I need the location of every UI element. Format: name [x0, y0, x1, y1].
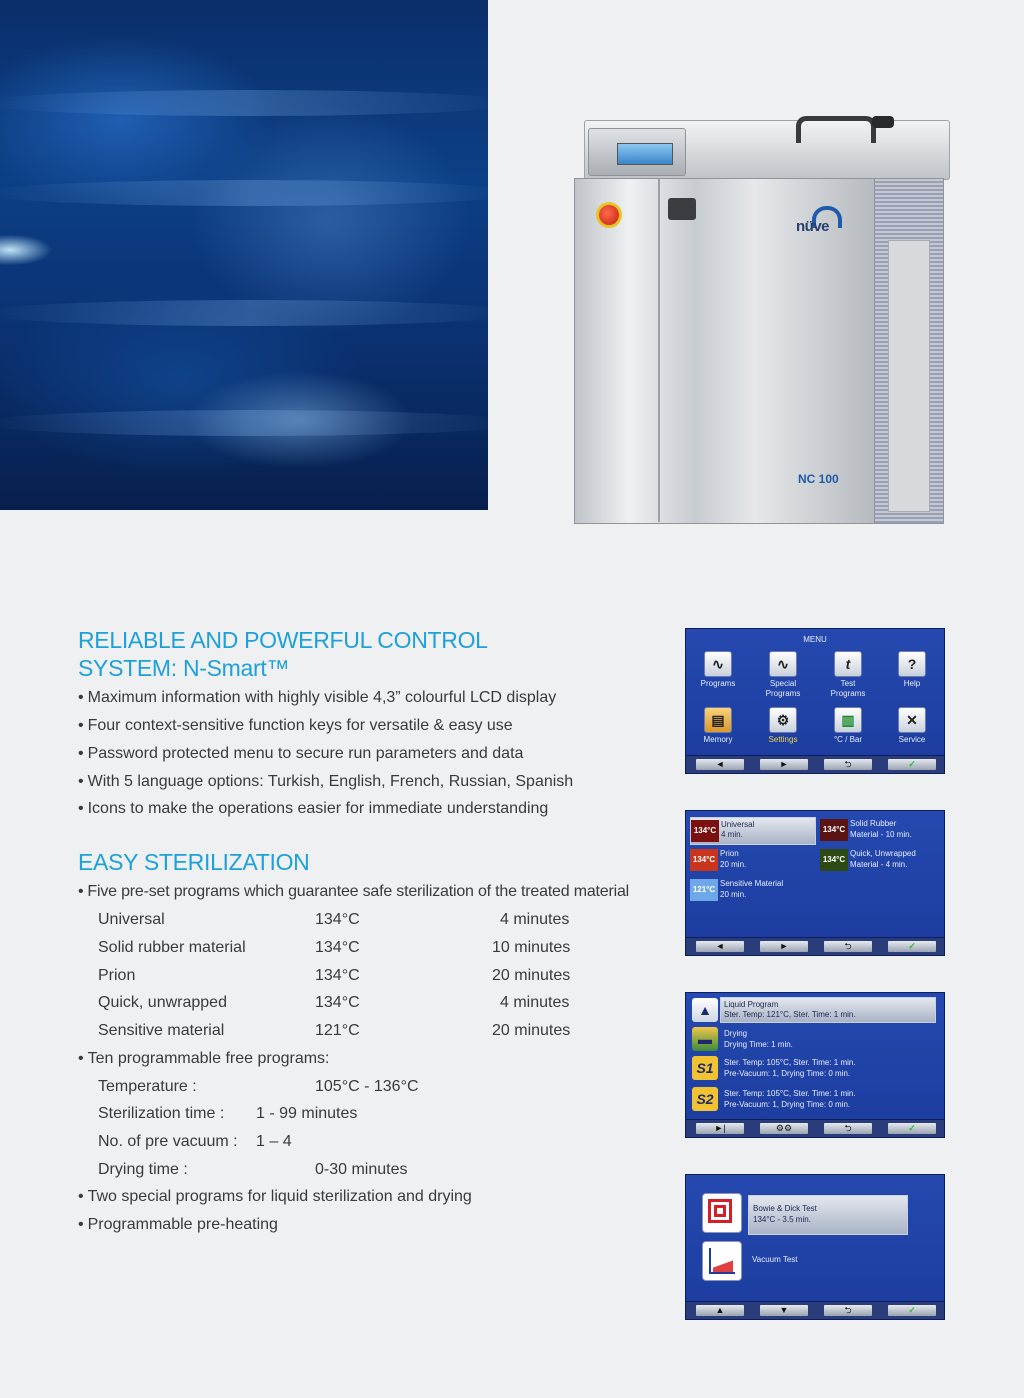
preset-row	[98, 993, 588, 1013]
param-value: 105°C - 136°C	[315, 1078, 419, 1095]
control-bullet: • Maximum information with highly visible 4,3” colourful LCD display	[78, 688, 556, 708]
menu-title: MENU	[803, 635, 827, 644]
control-bullet: • Password protected menu to secure run parameters and data	[78, 744, 523, 764]
param-label: Sterilization time :	[98, 1105, 225, 1122]
menu-item-test-programs[interactable]: t Test Programs	[820, 651, 876, 699]
lcd-test-programs-screen: Bowie & Dick Test 134°C - 3.5 min. Vacuum Test ▲ ▼ ⮌ ✓	[685, 1174, 945, 1320]
free-param-row	[98, 1077, 588, 1097]
key-start[interactable]: ►|	[696, 1123, 744, 1134]
preset-time: 20 minutes	[492, 1022, 571, 1039]
temp-chip: 134°C	[820, 849, 848, 871]
preset-row	[98, 910, 588, 930]
temp-chip: 134°C	[691, 820, 719, 842]
preset-row	[98, 966, 588, 986]
temp-chip: 121°C	[690, 879, 718, 901]
memory-icon: ▤	[704, 707, 732, 733]
menu-item-service[interactable]: ✕ Service	[884, 707, 940, 745]
brand-logo-text: nüve	[796, 218, 830, 235]
preset-name: Quick, unwrapped	[98, 994, 227, 1011]
hero-photo	[0, 0, 488, 510]
autoclave-product-image	[570, 110, 950, 530]
menu-item-settings[interactable]: ⚙ Settings	[755, 707, 811, 745]
param-value: 1 - 99 minutes	[256, 1105, 358, 1122]
key-right[interactable]: ►	[760, 941, 808, 952]
waveform-icon: ∿	[704, 651, 732, 677]
preset-time: 10 minutes	[492, 939, 571, 956]
key-confirm[interactable]: ✓	[888, 1305, 936, 1316]
menu-item-special-programs[interactable]: ∿ Special Programs	[755, 651, 811, 699]
section-title-sterilization: EASY STERILIZATION	[78, 849, 310, 875]
key-confirm[interactable]: ✓	[888, 759, 936, 770]
control-bullet: • Four context-sensitive function keys for versatile & easy use	[78, 716, 513, 736]
lcd-special-programs-screen: ▲ Liquid Program Ster. Temp: 121°C, Ster. Time: 1 min. ▬ Drying Drying Time: 1 min. S1 Ster. Temp: 105°C, Ster. Time: 1 min. Pre-Vacuum: 1, Drying Time: 0 min. S2 Ster. Temp: 105°C, Ster. Time: 1 min. Pre-Vacuum: 1, Drying Time: 0 min. ►| ⚙⚙ ⮌ ✓	[685, 992, 945, 1138]
lcd-programs-screen: 134°C Universal 4 min. 134°C Solid Rubber Material - 10 min. 134°C Prion 20 min. 134°C Quick, Unwrapped Material - 4 min. 121°C Sensitive Material 20 min. ◄ ► ⮌ ✓	[685, 810, 945, 956]
sterilization-bullet: • Ten programmable free programs:	[78, 1049, 330, 1069]
param-label: No. of pre vacuum :	[98, 1133, 238, 1150]
preset-temp: 121°C	[315, 1022, 360, 1039]
preset-time: 20 minutes	[492, 967, 571, 984]
key-right[interactable]: ►	[760, 759, 808, 770]
key-settings[interactable]: ⚙⚙	[760, 1123, 808, 1134]
menu-item-memory[interactable]: ▤ Memory	[690, 707, 746, 745]
preset-name: Sensitive material	[98, 1022, 225, 1039]
key-down[interactable]: ▼	[760, 1305, 808, 1316]
test-item-selected[interactable]: Bowie & Dick Test 134°C - 3.5 min.	[748, 1195, 908, 1235]
emergency-stop-button	[596, 202, 622, 228]
bowie-dick-icon	[702, 1193, 742, 1233]
s2-icon: S2	[692, 1087, 718, 1111]
key-left[interactable]: ◄	[696, 759, 744, 770]
section-title-control-line1: RELIABLE AND POWERFUL CONTROL	[78, 627, 488, 653]
menu-item-programs[interactable]: ∿ Programs	[690, 651, 746, 689]
key-back[interactable]: ⮌	[824, 941, 872, 952]
s1-icon: S1	[692, 1056, 718, 1080]
program-item-selected[interactable]: 134°C Universal 4 min.	[690, 817, 816, 845]
key-back[interactable]: ⮌	[824, 1123, 872, 1134]
function-keybar	[686, 937, 944, 955]
preset-temp: 134°C	[315, 994, 360, 1011]
key-back[interactable]: ⮌	[824, 759, 872, 770]
device-control-panel	[588, 128, 686, 176]
special-waveform-icon: ∿	[769, 651, 797, 677]
lid-handle	[796, 116, 876, 143]
service-tools-icon: ✕	[898, 707, 926, 733]
free-param-row	[98, 1160, 588, 1180]
control-bullet: • With 5 language options: Turkish, English, French, Russian, Spanish	[78, 772, 573, 792]
key-confirm[interactable]: ✓	[888, 1123, 936, 1134]
preset-temp: 134°C	[315, 911, 360, 928]
param-label: Temperature :	[98, 1078, 197, 1095]
settings-icon: ⚙	[769, 707, 797, 733]
function-keybar	[686, 1301, 944, 1319]
preset-name: Universal	[98, 911, 165, 928]
help-icon: ?	[898, 651, 926, 677]
preset-time: 4 minutes	[500, 994, 570, 1011]
sterilization-bullet: • Two special programs for liquid sterilization and drying	[78, 1187, 472, 1207]
sterilization-bullet: • Five pre-set programs which guarantee safe sterilization of the treated material	[78, 882, 629, 902]
vacuum-test-icon	[702, 1241, 742, 1281]
param-label: Drying time :	[98, 1161, 188, 1178]
lid-knob	[872, 116, 894, 128]
temp-chip: 134°C	[690, 849, 718, 871]
device-model-label: NC 100	[798, 472, 839, 486]
free-param-row	[98, 1132, 588, 1152]
param-value: 0-30 minutes	[315, 1161, 408, 1178]
preset-name: Prion	[98, 967, 136, 984]
control-bullet: • Icons to make the operations easier for immediate understanding	[78, 799, 548, 819]
function-keybar	[686, 755, 944, 773]
free-param-row	[98, 1104, 588, 1124]
key-up[interactable]: ▲	[696, 1305, 744, 1316]
device-printer	[668, 198, 696, 220]
function-keybar	[686, 1119, 944, 1137]
menu-item-help[interactable]: ? Help	[884, 651, 940, 689]
key-confirm[interactable]: ✓	[888, 941, 936, 952]
liquid-flask-icon: ▲	[692, 998, 718, 1022]
preset-time: 4 minutes	[500, 911, 570, 928]
section-title-control-line2: SYSTEM: N-Smart™	[78, 655, 290, 681]
temp-chip: 134°C	[820, 819, 848, 841]
sterilization-bullet: • Programmable pre-heating	[78, 1215, 278, 1235]
menu-item-units[interactable]: ▥ °C / Bar	[820, 707, 876, 745]
key-left[interactable]: ◄	[696, 941, 744, 952]
drying-icon: ▬	[692, 1027, 718, 1051]
test-icon: t	[834, 651, 862, 677]
device-display	[617, 143, 673, 165]
preset-temp: 134°C	[315, 967, 360, 984]
lcd-menu-screen	[685, 628, 945, 774]
preset-row	[98, 1021, 588, 1041]
key-back[interactable]: ⮌	[824, 1305, 872, 1316]
units-chart-icon: ▥	[834, 707, 862, 733]
param-value: 1 – 4	[256, 1133, 292, 1150]
preset-name: Solid rubber material	[98, 939, 246, 956]
special-item-selected[interactable]: Liquid Program Ster. Temp: 121°C, Ster. Time: 1 min.	[720, 997, 936, 1023]
preset-row	[98, 938, 588, 958]
preset-temp: 134°C	[315, 939, 360, 956]
